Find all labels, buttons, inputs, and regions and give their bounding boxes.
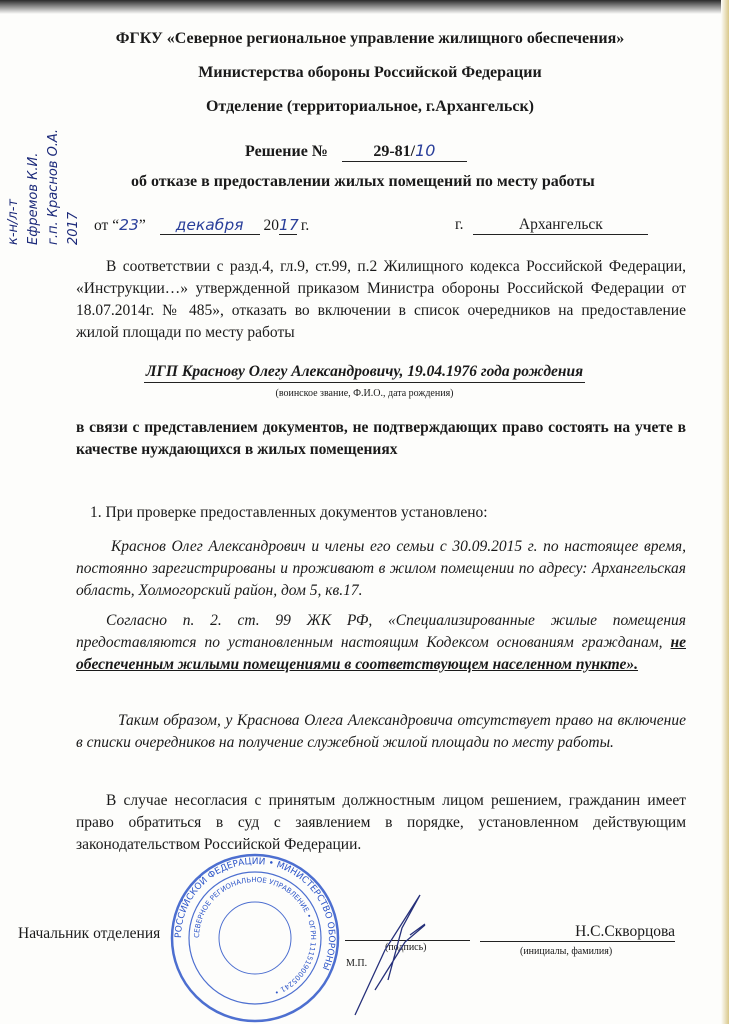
person-block (0, 362, 729, 383)
decision-number-printed: 29-81/ (373, 143, 416, 160)
intro-paragraph: В соответствии с разд.4, гл.9, ст.99, п.2 Жилищного кодекса Российской Федерации, «Инструкции…» утвержденной приказом Министра обороны Российской Федерации от 18.07.2014г. № 485», отказать во включении в список очередников на предоставление жилой площади по месту работы (76, 258, 686, 341)
date-month: декабря (160, 216, 260, 235)
org-line-3: Отделение (территориальное, г.Архангельск) (205, 98, 535, 115)
appeal-paragraph: В случае несогласия с принятым должностным лицом решением, гражданин имеет право обратиться в суд с заявлением в порядке, установленном действующим законодательством Российской Федерации. (76, 792, 686, 853)
law-paragraph: Согласно п. 2. ст. 99 ЖК РФ, «Специализированные жилые помещения предоставляются по установленным настоящим Кодексом основаниям гражданам, не обеспеченным жилыми помещениями в соответствующем населенном пункте». (76, 612, 686, 673)
signatory-name: Н.С.Скворцова (480, 923, 675, 942)
decision-date: от “23” декабря 2017 г. (94, 216, 310, 234)
handwritten-signature (340, 880, 470, 1020)
scan-top-shadow (0, 0, 729, 14)
svg-text:СЕВЕРНОЕ РЕГИОНАЛЬНОЕ УПРАВЛЕН (193, 876, 317, 996)
stamp-inner-text: СЕВЕРНОЕ РЕГИОНАЛЬНОЕ УПРАВЛЕНИЕ • ОГРН 1115190005241 • (192, 875, 318, 997)
stamp-place-label: М.П. (346, 958, 368, 969)
signatory-position: Начальник отделения (18, 925, 161, 942)
law-emphasis: не обеспеченным жилыми помещениями в соответствующем населенном пункте». (76, 634, 686, 673)
date-year: 17 (278, 216, 299, 234)
decision-subject: об отказе в предоставлении жилых помещений по месту работы (131, 173, 595, 190)
scan-right-edge (721, 0, 729, 1024)
person-name: ЛГП Краснову Олегу Александровичу, 19.04.1976 года рождения (144, 362, 585, 383)
org-line-1: ФГКУ «Северное региональное управление жилищного обеспечения» (115, 30, 625, 47)
name-caption: (инициалы, фамилия) (520, 946, 613, 957)
signature-caption: (подпись) (385, 942, 427, 953)
decision-label: Решение № (245, 143, 328, 160)
decision-city: г. Архангельск (455, 216, 648, 235)
item-1-heading: 1. При проверке предоставленных документов установлено: (90, 504, 488, 521)
org-line-2: Министерства обороны Российской Федерации (198, 64, 542, 81)
reason-paragraph: в связи с представлением документов, не подтверждающих право состоять на учете в качестве нуждающихся в жилых помещениях (76, 419, 686, 458)
person-caption: (воинское звание, Ф.И.О., дата рождения) (275, 388, 454, 399)
stamp-outer-text: РОССИЙСКОЙ ФЕДЕРАЦИИ • МИНИСТЕРСТВО ОБОРОНЫ (173, 856, 337, 972)
official-stamp (168, 852, 342, 1024)
fact-paragraph: Краснов Олег Александрович и члены его семьи с 30.09.2015 г. по настоящее время, постоянно зарегистрированы и проживают в жилом помещении по адресу: Архангельская область, Холмогорский район, дом 5, кв.17. (76, 538, 686, 599)
conclusion-paragraph: Таким образом, у Краснова Олега Александровича отсутствует право на включение в списки очередников на получение служебной жилой площади по месту работы. (76, 712, 686, 751)
date-day: 23 (119, 216, 139, 234)
decision-number (245, 141, 467, 162)
handwritten-annotation: к-н/л-т Ефремов К.И. г.п. Краснов О.А. 2017 (4, 30, 86, 245)
decision-number-handwritten: 10 (415, 141, 436, 160)
handwritten-annotation-year: 2017 (66, 211, 81, 245)
